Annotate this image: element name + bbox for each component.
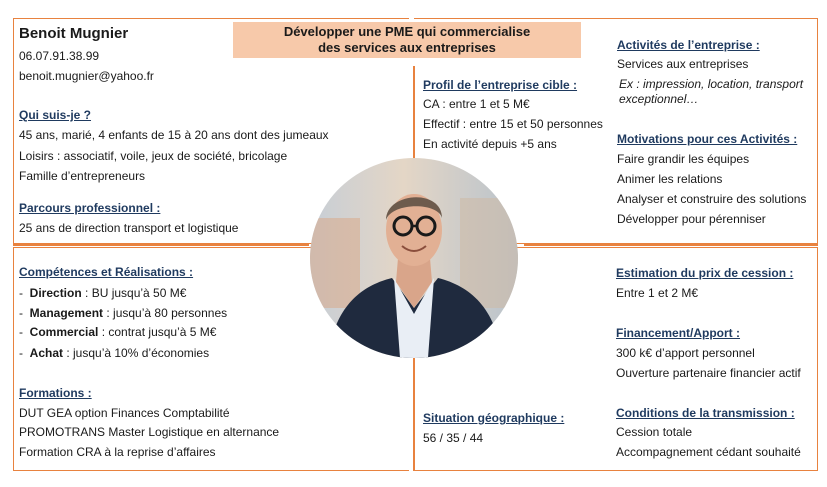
training-title: Formations : xyxy=(19,386,92,400)
activities-line: Services aux entreprises xyxy=(617,57,749,71)
funding-line: Ouverture partenaire financier actif xyxy=(616,366,801,380)
profile-line: En activité depuis +5 ans xyxy=(423,137,557,151)
headline-banner xyxy=(233,22,581,58)
portrait-illustration xyxy=(310,158,518,358)
divider-horizontal-left xyxy=(13,244,309,246)
geo-line: 56 / 35 / 44 xyxy=(423,431,484,445)
headline-line-1: Développer une PME qui commercialise xyxy=(283,24,531,39)
activities-example: exceptionnel… xyxy=(619,92,699,106)
about-line: Loisirs : associatif, voile, jeux de société, bricolage xyxy=(19,149,288,163)
skill-item: - Commercial : contrat jusqu’à 5 M€ xyxy=(19,325,217,339)
geo-title: Situation géographique : xyxy=(423,411,565,425)
person-name: Benoit Mugnier xyxy=(19,25,129,42)
about-line: 45 ans, marié, 4 enfants de 15 à 20 ans dont des jumeaux xyxy=(19,128,329,142)
person-phone: 06.07.91.38.99 xyxy=(19,49,100,63)
activities-title: Activités de l’entreprise : xyxy=(617,38,760,52)
career-line: 25 ans de direction transport et logistique xyxy=(19,221,239,235)
profile-title: Profil de l’entreprise cible : xyxy=(423,78,578,92)
divider-bottom xyxy=(413,350,415,471)
skill-name: Direction xyxy=(29,286,82,300)
transfer-line: Cession totale xyxy=(616,425,693,439)
headline-line-2: des services aux entreprises xyxy=(318,40,496,55)
portrait-photo xyxy=(310,158,518,358)
skill-detail: : contrat jusqu’à 5 M€ xyxy=(98,325,217,339)
profile-line: Effectif : entre 15 et 50 personnes xyxy=(423,117,603,131)
activities-example: Ex : impression, location, transport xyxy=(619,77,804,91)
skill-detail: : jusqu’à 10% d’économies xyxy=(63,346,210,360)
skill-item: - Direction : BU jusqu’à 50 M€ xyxy=(19,286,187,300)
funding-line: 300 k€ d’apport personnel xyxy=(616,346,755,360)
transfer-line: Accompagnement cédant souhaité xyxy=(616,445,801,459)
about-title: Qui suis-je ? xyxy=(19,108,92,122)
price-title: Estimation du prix de cession : xyxy=(616,266,794,280)
motivation-line: Animer les relations xyxy=(617,172,723,186)
skill-detail: : jusqu’à 80 personnes xyxy=(103,306,228,320)
motivation-line: Développer pour pérenniser xyxy=(617,212,766,226)
skill-item: - Achat : jusqu’à 10% d’économies xyxy=(19,346,210,360)
profile-line: CA : entre 1 et 5 M€ xyxy=(423,97,530,111)
transfer-title: Conditions de la transmission : xyxy=(616,406,795,420)
funding-title: Financement/Apport : xyxy=(616,326,741,340)
price-line: Entre 1 et 2 M€ xyxy=(616,286,699,300)
motivation-line: Faire grandir les équipes xyxy=(617,152,750,166)
skill-item: - Management : jusqu’à 80 personnes xyxy=(19,306,228,320)
motivation-line: Analyser et construire des solutions xyxy=(617,192,807,206)
about-line: Famille d’entrepreneurs xyxy=(19,169,146,183)
skill-name: Management xyxy=(29,306,104,320)
divider-top xyxy=(413,66,415,166)
training-line: Formation CRA à la reprise d’affaires xyxy=(19,445,216,459)
skill-detail: : BU jusqu’à 50 M€ xyxy=(81,286,187,300)
training-line: PROMOTRANS Master Logistique en alternance xyxy=(19,425,280,439)
career-title: Parcours professionnel : xyxy=(19,201,161,215)
skills-title: Compétences et Réalisations : xyxy=(19,265,194,279)
motivations-title: Motivations pour ces Activités : xyxy=(617,132,798,146)
skill-name: Achat xyxy=(29,346,64,360)
divider-horizontal-right xyxy=(524,244,818,246)
training-line: DUT GEA option Finances Comptabilité xyxy=(19,406,230,420)
person-email: benoit.mugnier@yahoo.fr xyxy=(19,69,154,83)
skill-name: Commercial xyxy=(29,325,99,339)
